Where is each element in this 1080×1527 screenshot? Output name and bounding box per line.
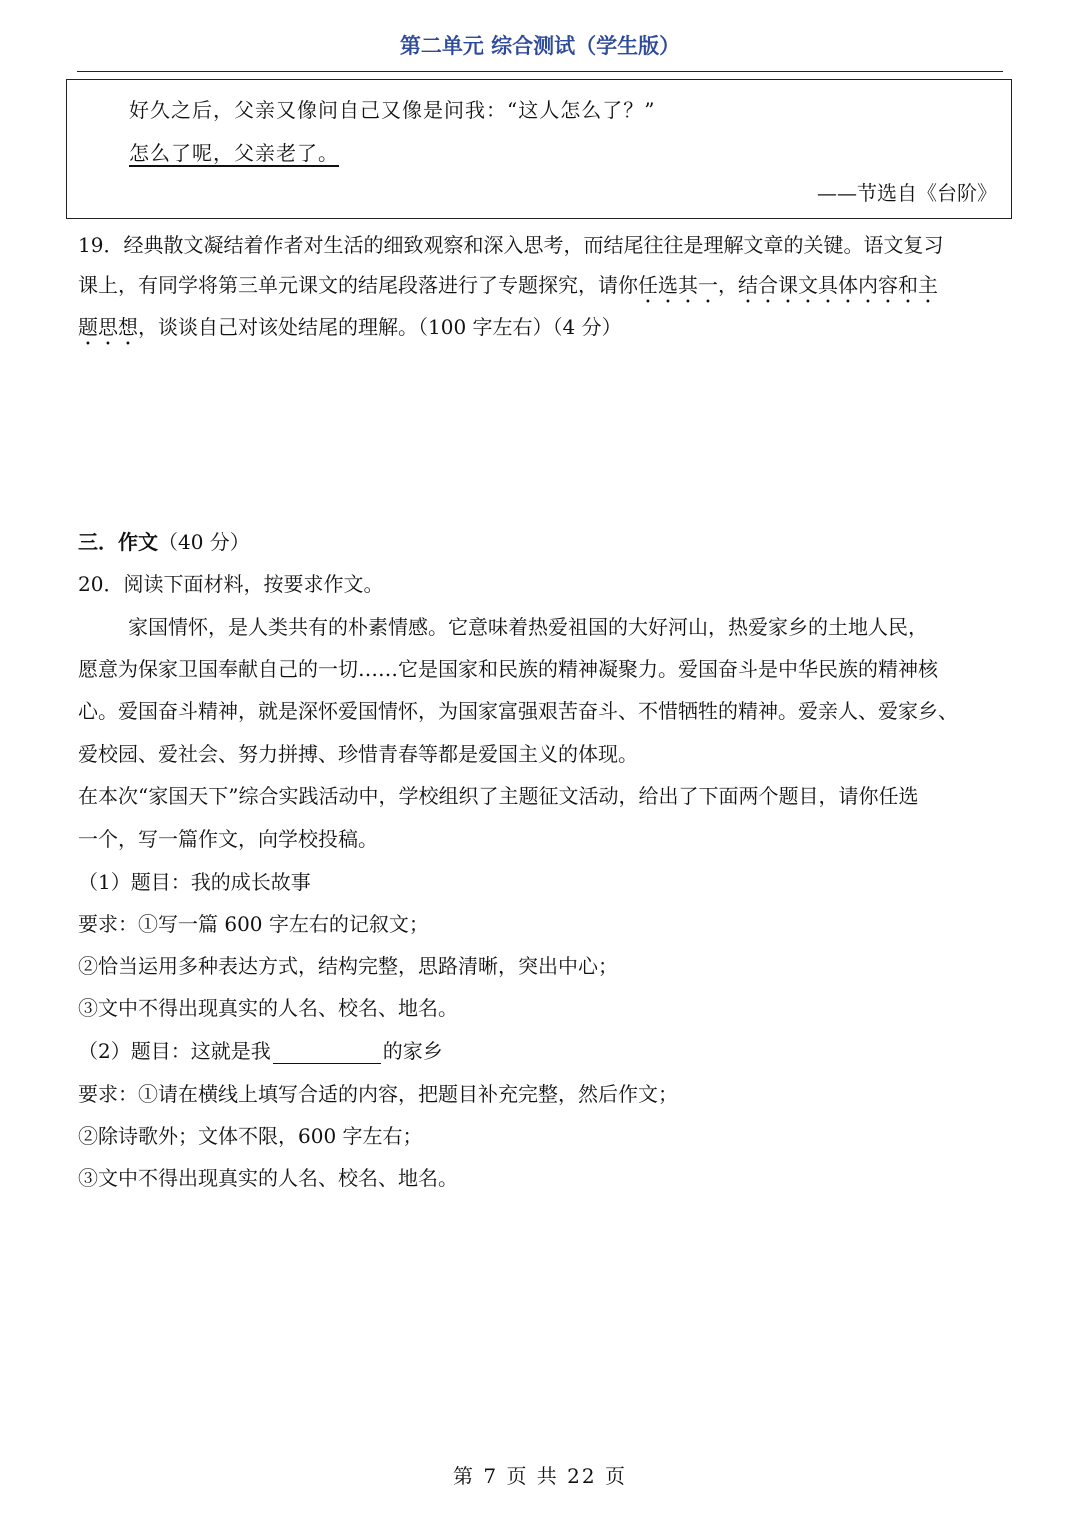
q20-topic-1: （1）题目：我的成长故事 bbox=[78, 870, 311, 894]
q19-line-2-comma: ， bbox=[718, 273, 738, 297]
q19-line-2 bbox=[78, 269, 938, 308]
excerpt-line-1: 好久之后，父亲又像问自己又像是问我：“这人怎么了？” bbox=[129, 98, 656, 122]
q20-topic-2-req-2: ②除诗歌外；文体不限，600 字左右； bbox=[78, 1124, 423, 1148]
q20-topic-2-blank bbox=[273, 1043, 381, 1064]
q20-task-line-1: 在本次“家国天下”综合实践活动中，学校组织了主题征文活动，给出了下面两个题目，请你任选 bbox=[78, 784, 919, 808]
q20-material-line-4: 爱校园、爱社会、努力拼搏、珍惜青春等都是爱国主义的体现。 bbox=[78, 742, 638, 766]
excerpt-source: ——节选自《台阶》 bbox=[817, 181, 997, 205]
q20-topic-2-prefix: （2）题目：这就是我 bbox=[78, 1039, 271, 1063]
q19-emphasis-theme: 题思想 bbox=[78, 315, 138, 339]
q19-line-1: 19．经典散文凝结着作者对生活的细致观察和深入思考，而结尾往往是理解文章的关键。语文复习 bbox=[78, 233, 944, 257]
q20-intro: 20．阅读下面材料，按要求作文。 bbox=[78, 572, 384, 596]
q20-topic-2 bbox=[78, 1035, 443, 1064]
q20-topic-2-req-1: 要求：①请在横线上填写合适的内容，把题目补充完整，然后作文； bbox=[78, 1082, 678, 1106]
page-number: 第 7 页 共 22 页 bbox=[453, 1464, 627, 1488]
excerpt-line-2: 怎么了呢，父亲老了。 bbox=[129, 141, 339, 165]
section-3-heading bbox=[78, 526, 250, 555]
excerpt-box bbox=[66, 79, 1012, 219]
q20-topic-2-req-3: ③文中不得出现真实的人名、校名、地名。 bbox=[78, 1166, 458, 1190]
page-header-title: 第二单元 综合测试（学生版） bbox=[399, 33, 681, 58]
q20-topic-1-req-1: 要求：①写一篇 600 字左右的记叙文； bbox=[78, 912, 429, 936]
q19-emphasis-choose-one: 任选其一 bbox=[638, 273, 718, 297]
q20-topic-1-req-2: ②恰当运用多种表达方式，结构完整，思路清晰，突出中心； bbox=[78, 954, 618, 978]
header-divider bbox=[77, 71, 1003, 72]
section-3-label: 三．作文 bbox=[78, 530, 158, 554]
section-3-points: （40 分） bbox=[158, 530, 250, 554]
q20-topic-2-suffix: 的家乡 bbox=[382, 1039, 443, 1063]
q20-material-line-1: 家国情怀，是人类共有的朴素情感。它意味着热爱祖国的大好河山，热爱家乡的土地人民， bbox=[128, 615, 928, 639]
q20-task-line-2: 一个，写一篇作文，向学校投稿。 bbox=[78, 827, 378, 851]
q19-line-3-text: ，谈谈自己对该处结尾的理解。（100 字左右）（4 分） bbox=[138, 315, 622, 339]
q19-line-2-text-a: 课上，有同学将第三单元课文的结尾段落进行了专题探究，请你 bbox=[78, 273, 638, 297]
q20-material-line-2: 愿意为保家卫国奉献自己的一切……它是国家和民族的精神凝聚力。爱国奋斗是中华民族的精神核 bbox=[78, 657, 938, 681]
q20-topic-1-req-3: ③文中不得出现真实的人名、校名、地名。 bbox=[78, 996, 458, 1020]
q19-emphasis-combine: 结合课文具体内容和主 bbox=[738, 273, 938, 297]
q20-material-line-3: 心。爱国奋斗精神，就是深怀爱国情怀，为国家富强艰苦奋斗、不惜牺牲的精神。爱亲人、爱家乡、 bbox=[78, 699, 958, 723]
q19-line-3 bbox=[78, 311, 622, 350]
